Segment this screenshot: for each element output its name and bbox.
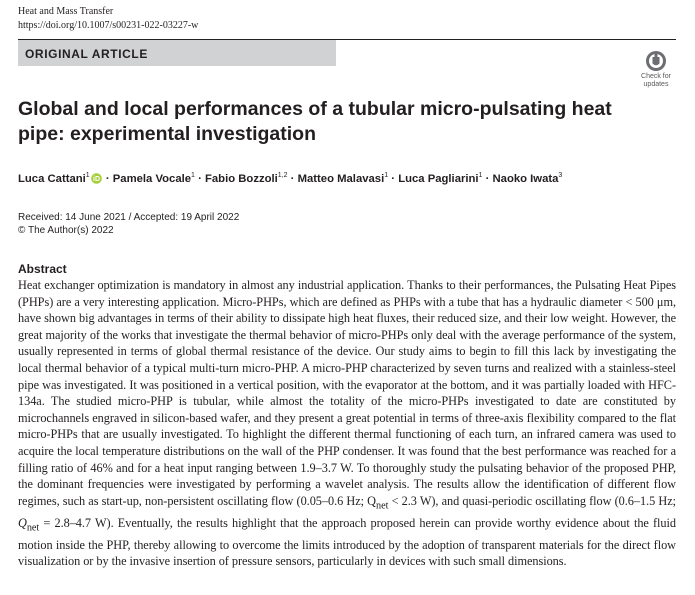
- check-updates-line-2: updates: [643, 81, 669, 88]
- q-symbol: Q: [18, 515, 27, 530]
- article-title: Global and local performances of a tubular micro-pulsating heat pipe: experimental investigation: [18, 98, 612, 145]
- author-affiliation: 1,2: [277, 172, 288, 179]
- article-type-bar: [18, 40, 336, 66]
- author-name[interactable]: Pamela Vocale: [112, 173, 192, 185]
- author-affiliation: 1: [384, 172, 389, 179]
- author-name[interactable]: Fabio Bozzoli: [205, 173, 278, 185]
- abstract-text-cont-2: = 2.8–4.7 W). Eventually, the results highlight that the approach proposed herein can provide worthy evidence about the fluid motion inside the PHP, thereby allowing to overcome the limits introduced by the adoption of transparent materials for the direct flow visualization or by the invasive insertion of pressure sensors, particularly in devices with such small dimensions.: [18, 515, 676, 569]
- copyright-notice: © The Author(s) 2022: [18, 225, 114, 236]
- received-accepted-dates: Received: 14 June 2021 / Accepted: 19 April 2022: [18, 212, 240, 223]
- author-separator: ·: [482, 173, 493, 185]
- orcid-icon[interactable]: [91, 173, 102, 184]
- article-type-label: ORIGINAL ARTICLE: [25, 47, 148, 61]
- q-net-subscript: net: [26, 522, 40, 534]
- author-affiliation: 3: [558, 172, 563, 179]
- author-affiliation: 1: [85, 172, 90, 179]
- q-net-subscript: net: [376, 500, 389, 512]
- author-list: [18, 172, 562, 186]
- doi-link[interactable]: https://doi.org/10.1007/s00231-022-03227-w: [18, 20, 199, 31]
- check-updates-icon: [645, 50, 667, 72]
- author-separator: ·: [102, 173, 113, 185]
- author-separator: ·: [388, 173, 399, 185]
- abstract-heading: Abstract: [18, 262, 67, 276]
- author-name[interactable]: Luca Cattani: [18, 173, 86, 185]
- author-separator: ·: [287, 173, 298, 185]
- author-name[interactable]: Luca Pagliarini: [398, 173, 479, 185]
- author-name[interactable]: Naoko Iwata: [492, 173, 559, 185]
- journal-name: Heat and Mass Transfer: [18, 6, 114, 17]
- check-updates-line-1: Check for: [641, 73, 671, 80]
- abstract-text: Heat exchanger optimization is mandatory in almost any industrial application. Thanks to their performances, the Pulsating Heat Pipes (PHPs) are a very interesting application. Micro-PHPs, which are defined as PHPs with a tube that has a hydraulic diameter < 500 μm, have shown big advantages in terms of their ability to dissipate high heat fluxes, their reduced size, and their low weight. However, the great majority of the works that investigate the thermal behavior of micro-PHPs only deal with the average performance of the system, usually represented in terms of global thermal resistance of the device. Our study aims to begin to fill this lack by investigating the local thermal behavior of a typical multi-turn micro-PHP. A micro-PHP characterized by seven turns and realized with a stainless-steel pipe was investigated. It was positioned in a vertical position, with the evaporator at the bottom, and it was partially loaded with HFC-134a. The studied micro-PHP is tubular, while almost the totality of the micro-PHPs investigated to date are constituted by microchannels engraved in silicon-based wafer, and they present a great potential in terms of three-axis flexibility compared to the flat micro-PHPs that are usually investigated. To highlight the different thermal functioning of each turn, an infrared camera was used to acquire the local temperature distributions on the wall of the PHP condenser. It was found that the best performance was reached for a filling ratio of 46% and for a heat input ranging between 1.9–3.7 W. To thoroughly study the pulsating behavior of the proposed PHP, the dominant frequencies were investigated by performing a wavelet analysis. The results allow the identification of different flow regimes, such as start-up, non-persistent oscillating flow (0.05–0.6 Hz; Q: [18, 278, 676, 508]
- author-affiliation: 1: [478, 172, 483, 179]
- author-separator: ·: [194, 173, 205, 185]
- author-name[interactable]: Matteo Malavasi: [297, 173, 385, 185]
- abstract-body: [18, 277, 676, 570]
- svg-text:iD: iD: [92, 176, 100, 184]
- author-affiliation: 1: [191, 172, 195, 179]
- abstract-text-cont-1: < 2.3 W), and quasi-periodic oscillating flow (0.6–1.5 Hz;: [388, 493, 676, 508]
- check-for-updates-badge[interactable]: [636, 50, 676, 88]
